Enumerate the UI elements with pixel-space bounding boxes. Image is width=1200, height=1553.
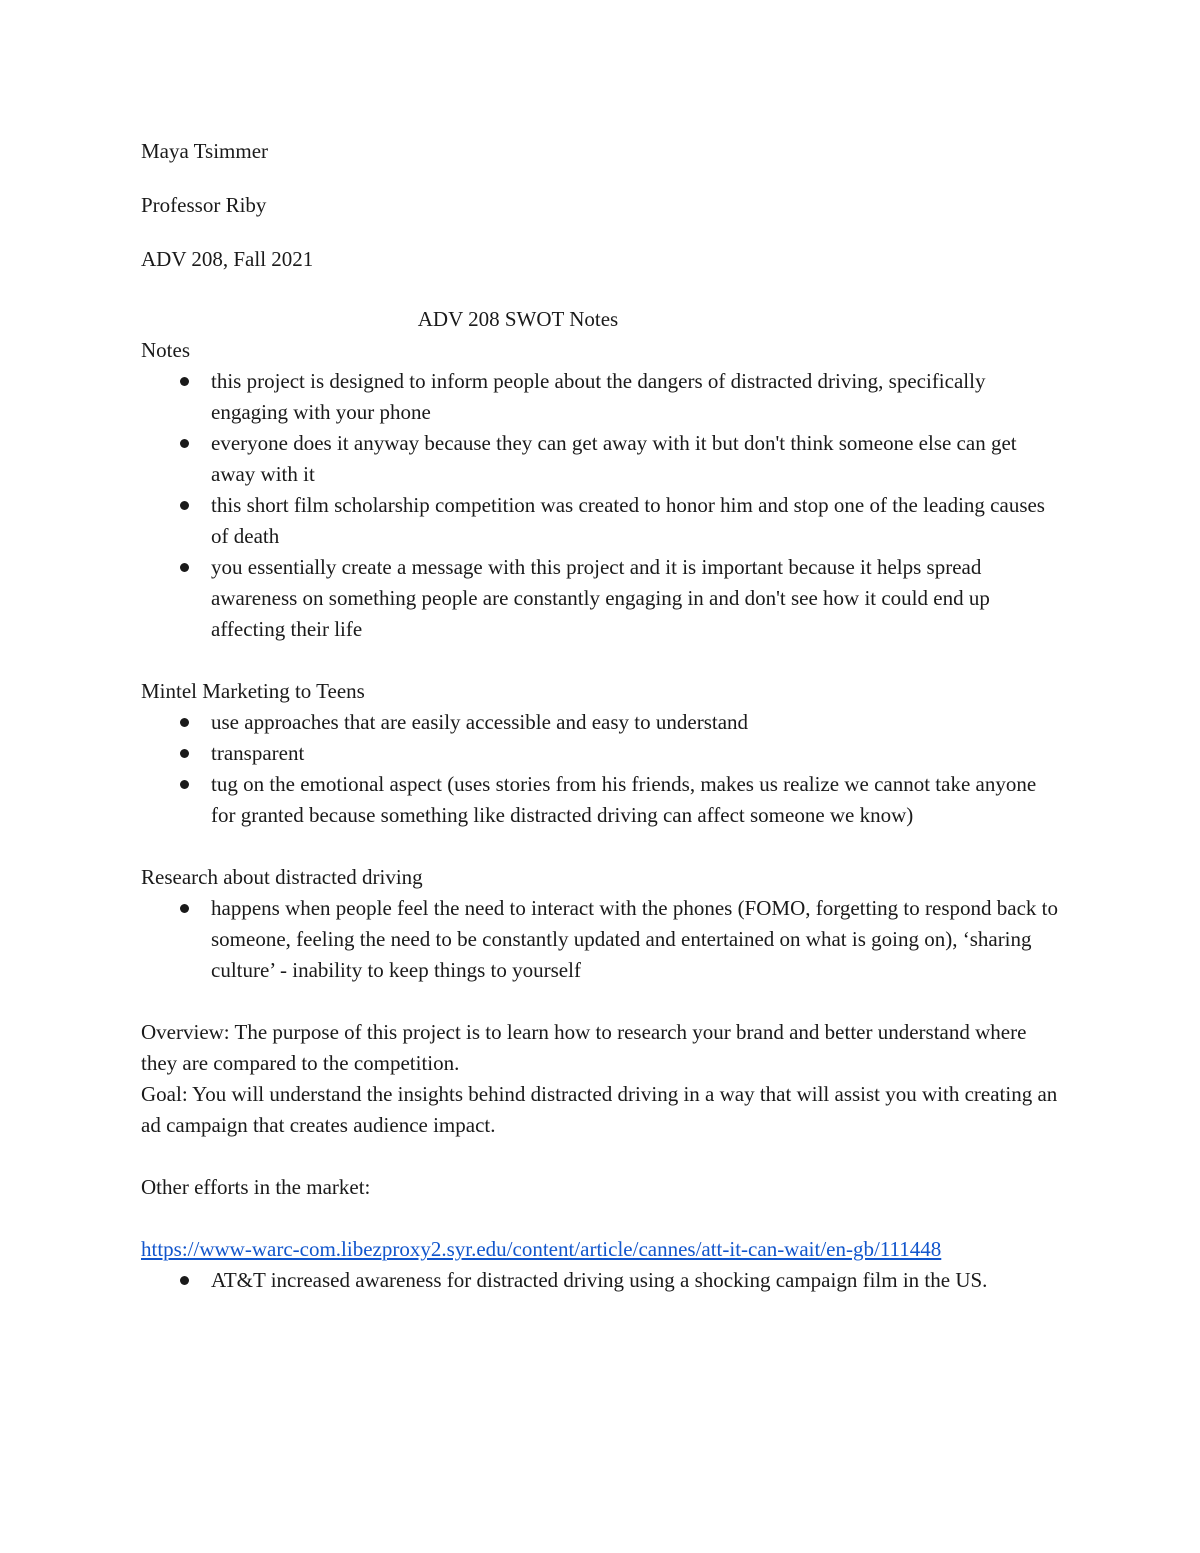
list-item: [211, 428, 1061, 490]
list-item-text: this short film scholarship competition was created to honor him and stop one of the leading causes of death: [211, 493, 1045, 548]
bullet-icon: [180, 1276, 189, 1285]
professor-name: Professor Riby: [141, 193, 267, 217]
overview-paragraph: Overview: The purpose of this project is to learn how to research your brand and better understand where they are compared to the competition.: [141, 1020, 1027, 1075]
list-item-text: tug on the emotional aspect (uses stories from his friends, makes us realize we cannot take anyone for granted because something like distracted driving can affect someone we know): [211, 772, 1037, 827]
list-item-text: happens when people feel the need to interact with the phones (FOMO, forgetting to respond back to someone, feeling the need to be constantly updated and entertained on what is going on), ‘sharing culture’ - inability to keep things to yourself: [211, 896, 1058, 982]
research-heading: Research about distracted driving: [141, 865, 423, 889]
other-efforts-heading: Other efforts in the market:: [141, 1175, 371, 1199]
spacer: [141, 1203, 1061, 1234]
list-item-text: you essentially create a message with this project and it is important because it helps spread awareness on something people are constantly engaging in and don't see how it could end up affecting their life: [211, 555, 990, 641]
notes-heading: Notes: [141, 338, 190, 362]
goal-paragraph: Goal: You will understand the insights behind distracted driving in a way that will assist you with creating an ad campaign that creates audience impact.: [141, 1082, 1058, 1137]
att-article-link[interactable]: https://www-warc-com.libezproxy2.syr.edu/content/article/cannes/att-it-can-wait/en-gb/111448: [141, 1237, 942, 1261]
author-name: Maya Tsimmer: [141, 139, 269, 163]
document-page: [141, 136, 1061, 1296]
bullet-icon: [180, 439, 189, 448]
mintel-heading: Mintel Marketing to Teens: [141, 679, 365, 703]
list-item: [211, 366, 1061, 428]
spacer: [141, 645, 1061, 676]
list-item-text: use approaches that are easily accessible and easy to understand: [211, 710, 749, 734]
course-info: ADV 208, Fall 2021: [141, 247, 314, 271]
spacer: [141, 831, 1061, 862]
list-item: [211, 893, 1061, 986]
list-item-text: everyone does it anyway because they can get away with it but don't think someone else can get away with it: [211, 431, 1017, 486]
bullet-icon: [180, 904, 189, 913]
spacer: [141, 986, 1061, 1017]
other-efforts-list: [141, 1265, 1061, 1296]
bullet-icon: [180, 563, 189, 572]
list-item: [211, 769, 1061, 831]
list-item: [211, 552, 1061, 645]
mintel-list: [141, 707, 1061, 831]
notes-list: [141, 366, 1061, 645]
bullet-icon: [180, 501, 189, 510]
bullet-icon: [180, 377, 189, 386]
list-item-text: this project is designed to inform people about the dangers of distracted driving, specifically engaging with your phone: [211, 369, 986, 424]
spacer: [141, 1141, 1061, 1172]
list-item-text: transparent: [211, 741, 305, 765]
document-title: ADV 208 SWOT Notes: [417, 307, 619, 331]
list-item: [211, 738, 1061, 769]
list-item-text: AT&T increased awareness for distracted driving using a shocking campaign film in the US.: [211, 1268, 988, 1292]
list-item: [211, 707, 1061, 738]
bullet-icon: [180, 780, 189, 789]
bullet-icon: [180, 718, 189, 727]
list-item: [211, 490, 1061, 552]
list-item: [211, 1265, 1061, 1296]
research-list: [141, 893, 1061, 986]
bullet-icon: [180, 749, 189, 758]
